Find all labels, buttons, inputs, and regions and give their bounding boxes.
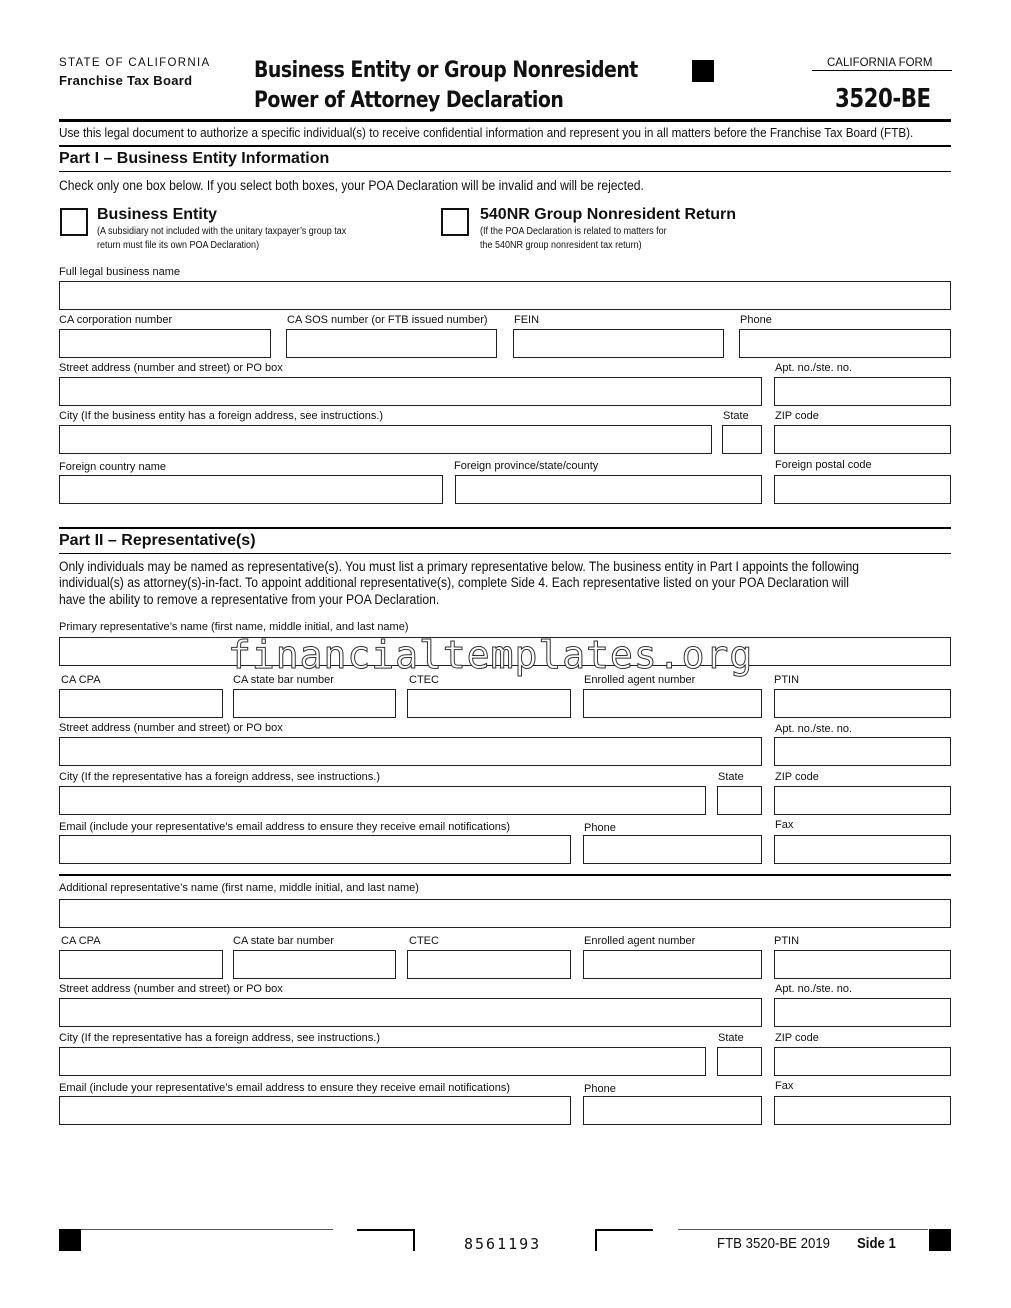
ca-corporation-number-field[interactable]	[59, 329, 271, 358]
primary-fax-label: Fax	[775, 819, 794, 831]
additional-fax-label: Fax	[775, 1080, 794, 1092]
primary-phone-field[interactable]	[583, 835, 762, 864]
fein-field[interactable]	[513, 329, 724, 358]
primary-apt-field[interactable]	[774, 737, 951, 766]
primary-zip-field[interactable]	[774, 786, 951, 815]
additional-ptin-field[interactable]	[774, 950, 951, 979]
footer-rule-left	[81, 1229, 333, 1230]
registration-mark	[692, 60, 714, 82]
additional-email-field[interactable]	[59, 1096, 571, 1125]
primary-street-field[interactable]	[59, 737, 762, 766]
part2-paragraph-line3: have the ability to remove a representative from your POA Declaration.	[59, 592, 440, 607]
business-entity-note-1: (A subsidiary not included with the unitary taxpayer’s group tax	[97, 226, 347, 237]
watermark-text: financialtemplates.org	[228, 633, 754, 677]
additional-bar-label: CA state bar number	[233, 935, 334, 947]
group-nonresident-label: 540NR Group Nonresident Return	[480, 206, 737, 223]
primary-bar-field[interactable]	[233, 689, 396, 718]
agency-label: Franchise Tax Board	[59, 73, 193, 88]
primary-state-field[interactable]	[717, 786, 762, 815]
additional-zip-label: ZIP code	[775, 1032, 819, 1044]
additional-ca-cpa-label: CA CPA	[61, 935, 101, 947]
additional-enrolled-field[interactable]	[583, 950, 762, 979]
business-zip-field[interactable]	[774, 425, 951, 454]
primary-enrolled-field[interactable]	[583, 689, 762, 718]
business-city-field[interactable]	[59, 425, 712, 454]
part1-top-rule	[59, 145, 951, 147]
footer-form-id: FTB 3520-BE 2019	[717, 1235, 831, 1252]
additional-rep-name-field[interactable]	[59, 899, 951, 928]
primary-ctec-field[interactable]	[407, 689, 571, 718]
additional-city-field[interactable]	[59, 1047, 706, 1076]
primary-state-label: State	[718, 771, 744, 783]
group-nonresident-checkbox[interactable]	[441, 208, 469, 236]
group-nonresident-note-2: the 540NR group nonresident tax return)	[480, 240, 642, 251]
primary-apt-label: Apt. no./ste. no.	[775, 723, 853, 735]
ca-sos-number-field[interactable]	[286, 329, 497, 358]
primary-ptin-field[interactable]	[774, 689, 951, 718]
foreign-province-field[interactable]	[455, 475, 762, 504]
business-street-label: Street address (number and street) or PO box	[59, 362, 283, 374]
footer-rule-right	[678, 1229, 928, 1230]
additional-street-label: Street address (number and street) or PO box	[59, 983, 283, 995]
business-city-label: City (If the business entity has a foreign address, see instructions.)	[59, 410, 384, 422]
ca-sos-number-label: CA SOS number (or FTB issued number)	[287, 314, 488, 326]
additional-phone-label: Phone	[584, 1083, 616, 1095]
additional-bar-field[interactable]	[233, 950, 396, 979]
additional-ctec-label: CTEC	[409, 935, 439, 947]
primary-city-label: City (If the representative has a foreign address, see instructions.)	[59, 771, 380, 783]
foreign-country-field[interactable]	[59, 475, 443, 504]
primary-enrolled-label: Enrolled agent number	[584, 674, 696, 686]
additional-ptin-label: PTIN	[774, 935, 800, 947]
business-phone-label: Phone	[740, 314, 772, 326]
business-zip-label: ZIP code	[775, 410, 819, 422]
additional-phone-field[interactable]	[583, 1096, 762, 1125]
form-title-line1: Business Entity or Group Nonresident	[254, 58, 638, 83]
foreign-postal-field[interactable]	[774, 475, 951, 504]
part2-paragraph-line1: Only individuals may be named as representative(s). You must list a primary representative below. The business entity in Part I appoints the following	[59, 559, 860, 574]
additional-ctec-field[interactable]	[407, 950, 571, 979]
primary-ca-cpa-field[interactable]	[59, 689, 223, 718]
intro-text: Use this legal document to authorize a specific individual(s) to receive confidential information and represent you in all matters before the Franchise Tax Board (FTB).	[59, 125, 914, 140]
full-business-name-field[interactable]	[59, 281, 951, 310]
form-title-line2: Power of Attorney Declaration	[254, 88, 564, 113]
additional-enrolled-label: Enrolled agent number	[584, 935, 696, 947]
primary-zip-label: ZIP code	[775, 771, 819, 783]
primary-phone-label: Phone	[584, 822, 616, 834]
business-entity-label: Business Entity	[97, 206, 218, 223]
form-number: 3520-BE	[835, 84, 931, 114]
fein-label: FEIN	[514, 314, 540, 326]
part1-heading: Part I – Business Entity Information	[59, 150, 330, 167]
foreign-postal-label: Foreign postal code	[775, 459, 872, 471]
additional-fax-field[interactable]	[774, 1096, 951, 1125]
business-state-field[interactable]	[722, 425, 762, 454]
primary-rep-name-label: Primary representative’s name (first name, middle initial, and last name)	[59, 621, 409, 633]
primary-street-label: Street address (number and street) or PO box	[59, 722, 283, 734]
business-apt-label: Apt. no./ste. no.	[775, 362, 853, 374]
additional-rep-name-label: Additional representative’s name (first name, middle initial, and last name)	[59, 882, 419, 894]
form-label-rule	[812, 70, 952, 71]
part1-bottom-rule	[59, 171, 951, 172]
state-label: STATE OF CALIFORNIA	[59, 57, 211, 69]
additional-city-label: City (If the representative has a foreign address, see instructions.)	[59, 1032, 380, 1044]
business-entity-checkbox[interactable]	[60, 208, 88, 236]
primary-ca-cpa-label: CA CPA	[61, 674, 101, 686]
primary-ctec-label: CTEC	[409, 674, 439, 686]
footer-side-label: Side 1	[857, 1235, 896, 1252]
primary-bar-label: CA state bar number	[233, 674, 334, 686]
additional-street-field[interactable]	[59, 998, 762, 1027]
part1-instruction: Check only one box below. If you select both boxes, your POA Declaration will be invalid and will be rejected.	[59, 178, 644, 193]
additional-state-label: State	[718, 1032, 744, 1044]
california-form-label: CALIFORNIA FORM	[827, 57, 933, 69]
primary-email-label: Email (include your representative’s email address to ensure they receive email notifications)	[59, 821, 511, 833]
additional-apt-label: Apt. no./ste. no.	[775, 983, 853, 995]
additional-ca-cpa-field[interactable]	[59, 950, 223, 979]
foreign-province-label: Foreign province/state/county	[454, 460, 599, 472]
additional-apt-field[interactable]	[774, 998, 951, 1027]
primary-email-field[interactable]	[59, 835, 571, 864]
business-state-label: State	[723, 410, 749, 422]
part2-paragraph-line2: individual(s) as attorney(s)-in-fact. To appoint additional representative(s), complete Side 4. Each representative listed on your POA Declaration will	[59, 575, 849, 590]
footer-registration-mark-right	[929, 1229, 951, 1251]
representative-divider	[59, 874, 951, 876]
primary-ptin-label: PTIN	[774, 674, 800, 686]
additional-email-label: Email (include your representative’s email address to ensure they receive email notifications)	[59, 1082, 511, 1094]
part2-top-rule	[59, 527, 951, 529]
footer-corner-right	[595, 1229, 653, 1251]
footer-registration-mark-left	[59, 1229, 81, 1251]
part2-bottom-rule	[59, 553, 951, 554]
business-entity-note-2: return must file its own POA Declaration)	[97, 240, 260, 251]
additional-state-field[interactable]	[717, 1047, 762, 1076]
business-phone-field[interactable]	[739, 329, 951, 358]
ca-corporation-number-label: CA corporation number	[59, 314, 173, 326]
footer-form-code: 8561193	[464, 1235, 542, 1253]
additional-zip-field[interactable]	[774, 1047, 951, 1076]
full-business-name-label: Full legal business name	[59, 266, 181, 278]
business-street-field[interactable]	[59, 377, 762, 406]
footer-corner-left	[357, 1229, 415, 1251]
group-nonresident-note-1: (If the POA Declaration is related to matters for	[480, 226, 667, 237]
part2-heading: Part II – Representative(s)	[59, 532, 256, 549]
header-rule	[59, 119, 951, 122]
primary-city-field[interactable]	[59, 786, 706, 815]
primary-fax-field[interactable]	[774, 835, 951, 864]
foreign-country-label: Foreign country name	[59, 461, 166, 473]
business-apt-field[interactable]	[774, 377, 951, 406]
